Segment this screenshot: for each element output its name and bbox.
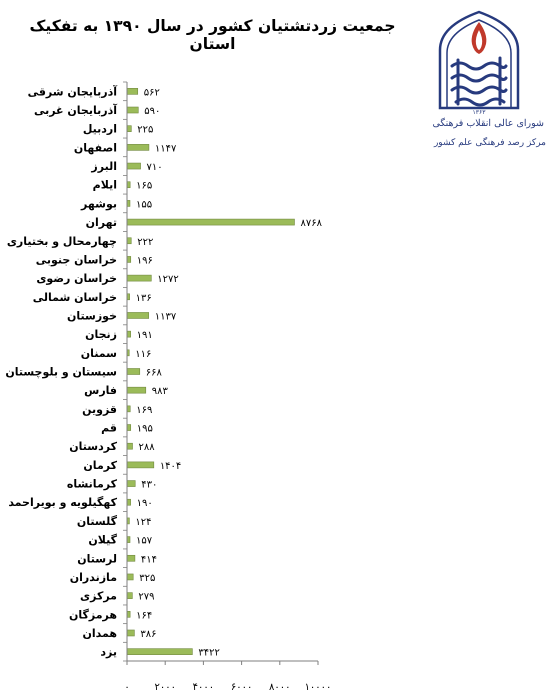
data-label: ۱۹۰ <box>136 498 153 510</box>
data-label: ۱۱۶ <box>135 348 152 360</box>
data-label: ۶۶۸ <box>145 367 162 379</box>
bar <box>127 256 131 262</box>
chart-title: جمعیت زردتشتیان کشور در سال ۱۳۹۰ به تفکیک استان <box>29 17 396 53</box>
data-label: ۹۸۳ <box>151 386 168 398</box>
data-label: ۱۳۶ <box>135 292 152 304</box>
data-label: ۱۵۷ <box>135 535 153 547</box>
x-tick-label: ۶۰۰۰ <box>230 682 253 693</box>
category-label: آذربایجان غربی <box>33 104 117 118</box>
bar <box>127 425 131 431</box>
data-label: ۸۷۶۸ <box>300 218 322 230</box>
data-label: ۱۲۷۲ <box>157 274 179 286</box>
category-label: فارس <box>84 384 117 398</box>
bar <box>127 481 135 487</box>
category-label: اردبیل <box>82 122 117 136</box>
data-label: ۵۹۰ <box>144 106 161 118</box>
category-label: تهران <box>85 216 117 230</box>
category-label: همدان <box>82 626 117 640</box>
data-label: ۱۹۱ <box>136 330 153 342</box>
category-label: سیستان و بلوچستان <box>5 365 117 379</box>
svg-text:۱۳۶۳: ۱۳۶۳ <box>472 109 486 114</box>
logo-text-line2: مرکز رصد فرهنگی علم کشور <box>433 138 546 148</box>
category-label: کهگیلویه و بویراحمد <box>8 496 117 510</box>
category-label: کردستان <box>69 440 117 454</box>
logo-text-line1: شورای عالی انقلاب فرهنگی <box>432 118 544 129</box>
data-label: ۲۲۵ <box>137 124 154 136</box>
bar <box>127 387 146 393</box>
data-label: ۱۲۴ <box>135 516 152 528</box>
category-label: قزوین <box>82 402 117 416</box>
data-label: ۳۲۵ <box>139 572 156 584</box>
category-label: چهارمحال و بختیاری <box>6 234 117 248</box>
bar <box>127 593 132 599</box>
category-label: البرز <box>91 160 117 174</box>
data-label: ۲۷۹ <box>138 591 155 603</box>
data-label: ۲۲۲ <box>137 236 154 248</box>
data-label: ۴۱۴ <box>140 554 158 566</box>
category-label: بوشهر <box>81 197 117 211</box>
bar <box>127 443 133 449</box>
x-tick-label: ۸۰۰۰ <box>269 682 291 693</box>
category-label: هرمزگان <box>68 608 117 622</box>
category-label: ایلام <box>92 178 117 192</box>
data-label: ۱۶۹ <box>136 404 153 416</box>
data-label: ۱۵۵ <box>135 199 153 211</box>
bar <box>127 312 149 318</box>
data-label: ۵۶۲ <box>143 87 160 99</box>
x-tick-label: ۰ <box>124 682 130 693</box>
bar <box>127 630 134 636</box>
bar <box>127 144 149 150</box>
category-label: خراسان رضوی <box>36 272 117 286</box>
data-label: ۱۹۵ <box>136 423 153 435</box>
category-label: یزد <box>100 645 117 659</box>
bar <box>127 107 138 113</box>
category-label: گلستان <box>76 514 117 528</box>
x-tick-label: ۴۰۰۰ <box>192 682 215 693</box>
x-tick-label: ۱۰۰۰۰ <box>304 682 332 693</box>
bar <box>127 88 138 94</box>
x-tick-label: ۲۰۰۰ <box>154 682 176 693</box>
category-label: اصفهان <box>73 141 117 155</box>
data-label: ۱۴۰۴ <box>159 460 182 472</box>
category-label: کرمان <box>83 458 117 472</box>
category-label: مازندران <box>69 570 117 584</box>
category-label: زنجان <box>85 328 117 342</box>
bar <box>127 499 131 505</box>
data-label: ۱۶۴ <box>136 610 153 622</box>
category-label: گیلان <box>88 533 117 547</box>
bar <box>127 462 154 468</box>
bar <box>127 163 141 169</box>
data-label: ۱۹۶ <box>136 255 153 267</box>
bar <box>127 219 294 225</box>
data-label: ۱۱۳۷ <box>154 311 177 323</box>
data-label: ۳۴۲۲ <box>198 647 220 659</box>
category-label: قم <box>101 421 117 435</box>
category-label: سمنان <box>80 346 117 360</box>
category-label: خراسان جنوبی <box>35 253 117 267</box>
category-label: خوزستان <box>67 309 117 323</box>
bar <box>127 275 151 281</box>
bar <box>127 649 192 655</box>
bar <box>127 126 131 132</box>
category-label: کرمانشاه <box>66 477 117 491</box>
category-label: مرکزی <box>80 589 117 603</box>
bar <box>127 369 140 375</box>
category-label: لرستان <box>77 552 117 566</box>
bar <box>127 555 135 561</box>
category-label: آذربایجان شرقی <box>27 85 117 99</box>
bar <box>127 331 131 337</box>
data-label: ۳۸۶ <box>140 628 157 640</box>
data-label: ۴۳۰ <box>141 479 158 491</box>
category-label: خراسان شمالی <box>32 290 117 304</box>
data-label: ۷۱۰ <box>146 162 163 174</box>
bar <box>127 238 131 244</box>
bar <box>127 574 133 580</box>
data-label: ۱۱۴۷ <box>154 143 177 155</box>
data-label: ۱۶۵ <box>136 180 153 192</box>
data-label: ۲۸۸ <box>138 442 155 454</box>
